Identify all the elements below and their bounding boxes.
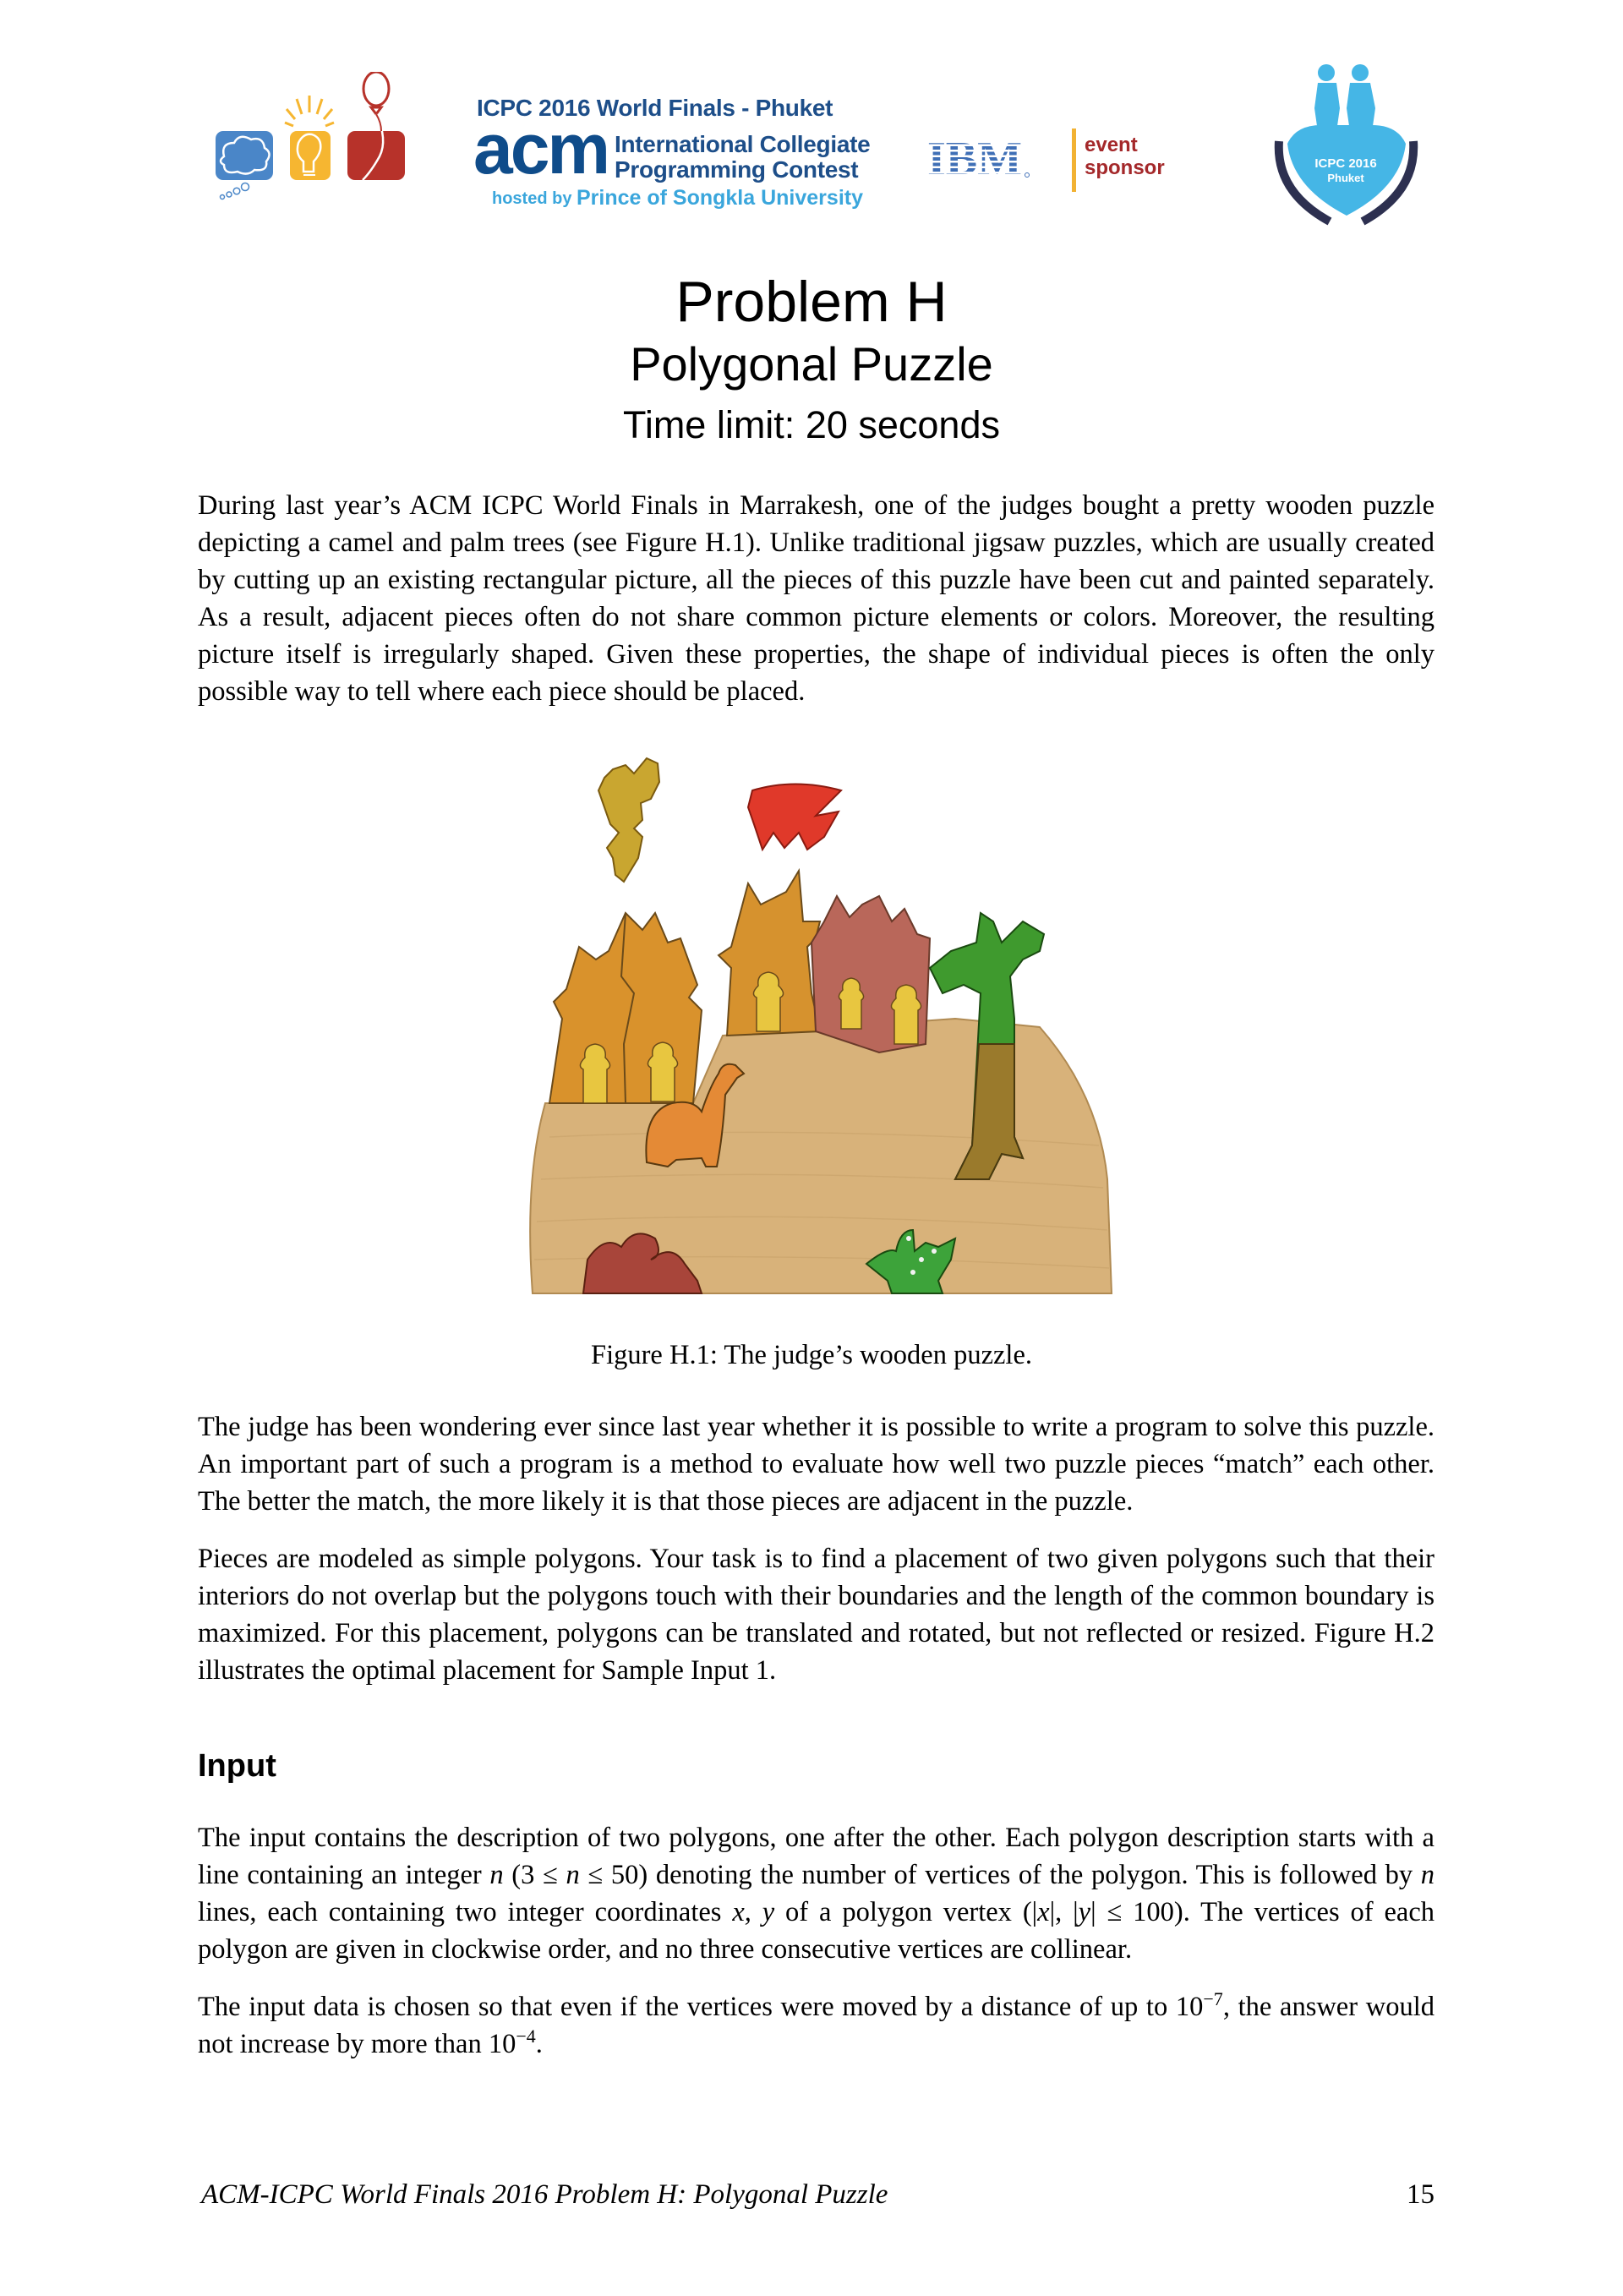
text-run: (3 ≤ (503, 1860, 566, 1890)
door (580, 1044, 609, 1103)
math-var: n (1420, 1860, 1434, 1890)
pieces-paragraph: Pieces are modeled as simple polygons. Your task is to find a placement of two given polygons such that their interiors do not overlap but the polygons touch with their boundaries and the length of the common boundary is maximized. For this placement, polygons can be translated and rotated, but not reflected or resized. Figure H.2 illustrates the optimal placement for Sample Input 1. (198, 1544, 1434, 1686)
ibm-logo (926, 135, 1031, 179)
floating-yellow-piece (598, 758, 659, 882)
input-description-paragraph (198, 1819, 1434, 1968)
icpc-icons-logo (216, 72, 423, 224)
time-limit: Time limit: 20 seconds (623, 403, 1000, 446)
lightbulb-icon (285, 96, 334, 180)
hosted-by-label: hosted by (492, 189, 572, 208)
math-var: n (489, 1860, 504, 1890)
problem-name: Polygonal Puzzle (630, 337, 993, 391)
wooden-puzzle-figure (516, 740, 1116, 1302)
sponsor-divider (1072, 128, 1076, 192)
thought-cloud-icon (216, 131, 273, 200)
input-section-heading: Input (198, 1748, 276, 1784)
door (839, 978, 863, 1029)
red-sky-piece (748, 784, 841, 850)
contest-line-2: Programming Contest (615, 156, 859, 183)
text-run: lines, each containing two integer coordinates (198, 1897, 733, 1927)
badge-line-2: Phuket (1327, 172, 1364, 184)
text-run: | ≤ 100). The vertices of each polygon are given in clockwise order, and no three consecutive vertices are collinear. (198, 1897, 1434, 1965)
exponent: −7 (1203, 1988, 1223, 2010)
math-var: n (566, 1860, 580, 1890)
figure-caption: Figure H.1: The judge’s wooden puzzle. (591, 1340, 1032, 1370)
door (648, 1042, 677, 1102)
acm-wordmark: acm (473, 109, 609, 189)
ibm-wordmark: IBM (927, 135, 1022, 179)
math-var: x, y (732, 1897, 775, 1927)
math-var: y (1078, 1897, 1091, 1927)
text-run: The input data is chosen so that even if the vertices were moved by a distance of up to 10 (198, 1992, 1204, 2022)
problem-title: Problem H (675, 270, 948, 334)
text-run: ≤ 50) denoting the number of vertices of the polygon. This is followed by (579, 1860, 1421, 1890)
text-run: , the answer would not increase by more than 10 (198, 1992, 1434, 2059)
judge-paragraph: The judge has been wondering ever since last year whether it is possible to write a program to solve this puzzle. An important part of such a program is a method to evaluate how well two puzzle pieces “match” each other. The better the match, the more likely it is that those pieces are adjacent in the puzzle. (198, 1412, 1434, 1517)
icpc-phuket-badge (1272, 61, 1420, 226)
precision-paragraph (198, 1988, 1434, 2063)
contest-line-1: International Collegiate (615, 131, 871, 157)
door (753, 972, 783, 1031)
balloon-icon (347, 72, 405, 180)
text-run: The input contains the description of two polygons, one after the other. Each polygon description starts with a line containing an integer (198, 1823, 1434, 1890)
door (891, 985, 921, 1044)
math-var: x (1037, 1897, 1050, 1927)
text-run: . (535, 2029, 543, 2059)
badge-line-1: ICPC 2016 (1314, 156, 1377, 171)
event-sponsor-label (1085, 134, 1165, 179)
footer-title: ACM-ICPC World Finals 2016 Problem H: Polygonal Puzzle (201, 2179, 888, 2210)
exponent: −4 (516, 2025, 536, 2047)
page-number: 15 (1407, 2179, 1434, 2210)
sponsor-label-line-2: sponsor (1085, 156, 1165, 179)
host-university: Prince of Songkla University (577, 186, 863, 210)
intro-paragraph: During last year’s ACM ICPC World Finals in Marrakesh, one of the judges bought a pretty wooden puzzle depicting a camel and palm trees (see Figure H.1). Unlike traditional jigsaw puzzles, which are usually created by cutting up an existing rectangular picture, all the pieces of this puzzle have been cut and painted separately. As a result, adjacent pieces often do not share common picture elements or colors. Moreover, the resulting picture itself is irregularly shaped. Given these properties, the shape of individual pieces is often the only possible way to tell where each piece should be placed. (198, 490, 1434, 707)
sponsor-label-line-1: event (1085, 134, 1138, 156)
text-run: |, | (1049, 1897, 1079, 1927)
text-run: of a polygon vertex (| (774, 1897, 1038, 1927)
acm-icpc-logo (473, 95, 896, 221)
event-line: ICPC 2016 World Finals - Phuket (477, 95, 833, 121)
